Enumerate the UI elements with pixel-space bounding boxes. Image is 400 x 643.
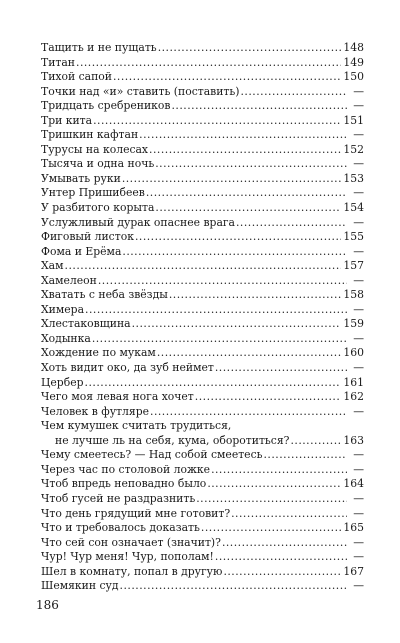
toc-entry xyxy=(41,346,364,361)
toc-entry xyxy=(41,317,364,332)
toc-entry-page: — xyxy=(353,186,364,200)
toc-entry xyxy=(41,492,364,507)
dot-leader xyxy=(169,288,342,303)
toc-entry xyxy=(41,419,364,434)
toc-entry-title: Хватать с неба звёзды xyxy=(41,288,168,302)
toc-entry xyxy=(41,448,364,463)
dot-leader xyxy=(146,186,347,201)
dot-leader xyxy=(122,245,347,260)
dot-leader xyxy=(222,536,347,551)
toc-entry-title: У разбитого корыта xyxy=(41,201,155,215)
toc-entry-page: 163 xyxy=(343,433,364,447)
dot-leader xyxy=(231,507,347,522)
toc-entry-page: 167 xyxy=(343,564,364,578)
toc-entry-title: Унтер Пришибеев xyxy=(41,186,145,200)
toc-entry xyxy=(41,201,364,216)
toc-entry-title: Тришкин кафтан xyxy=(41,128,139,142)
dot-leader xyxy=(236,216,347,231)
toc-entry xyxy=(41,186,364,201)
toc-entry-page: — xyxy=(353,491,364,505)
toc-entry xyxy=(41,245,364,260)
toc-entry-page: 154 xyxy=(343,201,364,215)
toc-entry xyxy=(41,41,364,56)
toc-entry-title: Тихой сапой xyxy=(41,70,112,84)
toc-entry-page: — xyxy=(353,462,364,476)
toc-entry-title: Что сей сон означает (значит)? xyxy=(41,535,221,549)
dot-leader xyxy=(215,550,347,565)
dot-leader xyxy=(149,143,341,158)
dot-leader xyxy=(122,172,342,187)
toc-entry-page: — xyxy=(353,244,364,258)
dot-leader xyxy=(158,41,342,56)
dot-leader xyxy=(139,128,347,143)
toc-entry-page: — xyxy=(353,535,364,549)
toc-entry xyxy=(41,216,364,231)
toc-entry-page: 150 xyxy=(343,70,364,84)
toc-entry-page: — xyxy=(353,128,364,142)
toc-entry-page: — xyxy=(353,331,364,345)
toc-entry xyxy=(41,274,364,289)
toc-entry xyxy=(41,565,364,580)
dot-leader xyxy=(201,521,341,536)
toc-entry-title: Чтоб впредь неповадно было xyxy=(41,477,207,491)
dot-leader xyxy=(241,85,348,100)
dot-leader xyxy=(211,463,347,478)
toc-entry-page: — xyxy=(353,448,364,462)
toc-entry xyxy=(41,56,364,71)
toc-entry-title: Химера xyxy=(41,302,85,316)
toc-entry xyxy=(41,521,364,536)
toc-entry xyxy=(41,477,364,492)
dot-leader xyxy=(155,157,347,172)
toc-entry xyxy=(41,361,364,376)
toc-entry-page: 149 xyxy=(343,55,364,69)
toc-entry-page: 165 xyxy=(343,521,364,535)
toc-entry-page: — xyxy=(353,404,364,418)
toc-entry-title: Три кита xyxy=(41,113,93,127)
toc-entry-title: Фиговый листок xyxy=(41,230,134,244)
toc-entry-page: 157 xyxy=(343,259,364,273)
dot-leader xyxy=(150,405,347,420)
toc-entry-title: Чего моя левая нога хочет xyxy=(41,390,194,404)
toc-entry-title: Тащить и не пущать xyxy=(41,41,157,54)
toc-entry-title: Чему смеетесь? — Над собой смеетесь xyxy=(41,448,263,462)
dot-leader xyxy=(85,376,342,391)
table-of-contents xyxy=(41,41,364,594)
dot-leader xyxy=(290,434,341,449)
dot-leader xyxy=(93,114,341,129)
dot-leader xyxy=(132,317,342,332)
toc-entry-title: Тысяча и одна ночь xyxy=(41,157,155,171)
toc-entry xyxy=(41,463,364,478)
toc-entry-page: 155 xyxy=(343,230,364,244)
dot-leader xyxy=(65,259,342,274)
dot-leader xyxy=(207,477,341,492)
toc-entry-title: Хлестаковщина xyxy=(41,317,131,331)
toc-entry-page: — xyxy=(353,157,364,171)
toc-entry-title: Хамелеон xyxy=(41,273,97,287)
toc-entry-page: 148 xyxy=(343,41,364,54)
toc-entry-title: Турусы на колесах xyxy=(41,142,149,156)
toc-entry-title: Чем кумушек считать трудиться, xyxy=(41,419,232,433)
toc-entry xyxy=(41,405,364,420)
toc-entry xyxy=(41,390,364,405)
toc-entry xyxy=(41,376,364,391)
dot-leader xyxy=(172,99,348,114)
toc-entry xyxy=(41,288,364,303)
toc-entry xyxy=(41,230,364,245)
dot-leader xyxy=(120,579,347,594)
toc-entry-title: Тридцать сребреников xyxy=(41,99,171,113)
toc-entry xyxy=(41,143,364,158)
toc-entry-page: — xyxy=(353,99,364,113)
toc-entry-page: 153 xyxy=(343,171,364,185)
toc-entry-title: Хождение по мукам xyxy=(41,346,156,360)
toc-entry-page: — xyxy=(353,506,364,520)
toc-entry-page: 162 xyxy=(343,390,364,404)
toc-entry xyxy=(41,434,364,449)
toc-entry-title: Что и требовалось доказать xyxy=(41,521,200,535)
toc-entry-page: — xyxy=(353,361,364,375)
toc-entry-page: 159 xyxy=(343,317,364,331)
dot-leader xyxy=(196,492,347,507)
dot-leader xyxy=(264,448,348,463)
toc-entry xyxy=(41,259,364,274)
dot-leader xyxy=(215,361,347,376)
toc-entry-page: — xyxy=(353,302,364,316)
toc-entry-page: — xyxy=(353,84,364,98)
toc-entry-page: 152 xyxy=(343,142,364,156)
toc-entry-page: — xyxy=(353,579,364,593)
toc-entry-title: Цербер xyxy=(41,375,84,389)
dot-leader xyxy=(113,70,341,85)
toc-entry xyxy=(41,332,364,347)
toc-entry-title: Услужливый дурак опаснее врага xyxy=(41,215,235,229)
toc-entry xyxy=(41,536,364,551)
toc-entry-title: Что день грядущий мне готовит? xyxy=(41,506,231,520)
toc-entry xyxy=(41,128,364,143)
dot-leader xyxy=(85,303,347,318)
toc-entry xyxy=(41,507,364,522)
toc-entry-page: 164 xyxy=(343,477,364,491)
dot-leader xyxy=(76,56,341,71)
toc-entry xyxy=(41,99,364,114)
toc-entry xyxy=(41,70,364,85)
dot-leader xyxy=(98,274,347,289)
toc-entry-page: 158 xyxy=(343,288,364,302)
toc-entry-page: 161 xyxy=(343,375,364,389)
toc-entry xyxy=(41,172,364,187)
toc-entry-title: Фома и Ерёма xyxy=(41,244,122,258)
dot-leader xyxy=(92,332,347,347)
toc-entry-title: Хоть видит око, да зуб неймет xyxy=(41,361,214,375)
toc-entry xyxy=(41,85,364,100)
toc-entry xyxy=(41,550,364,565)
toc-entry xyxy=(41,114,364,129)
dot-leader xyxy=(223,565,341,580)
dot-leader xyxy=(195,390,342,405)
toc-entry-title: Человек в футляре xyxy=(41,404,150,418)
toc-entry-title: Через час по столовой ложке xyxy=(41,462,211,476)
toc-entry-title: Чур! Чур меня! Чур, пополам! xyxy=(41,550,214,564)
toc-entry-page: 160 xyxy=(343,346,364,360)
toc-entry xyxy=(41,303,364,318)
toc-entry-title: Шемякин суд xyxy=(41,579,119,593)
toc-entry-title: Хам xyxy=(41,259,64,273)
toc-entry-title: Умывать руки xyxy=(41,171,121,185)
toc-entry-title: не лучше ль на себя, кума, оборотиться? xyxy=(55,433,290,447)
toc-entry-title: Ходынка xyxy=(41,331,91,345)
dot-leader xyxy=(135,230,341,245)
dot-leader xyxy=(155,201,341,216)
dot-leader xyxy=(157,346,342,361)
toc-entry xyxy=(41,579,364,594)
toc-entry-title: Титан xyxy=(41,55,76,69)
toc-entry-page: — xyxy=(353,215,364,229)
toc-entry-page: — xyxy=(353,273,364,287)
toc-entry xyxy=(41,157,364,172)
page-number: 186 xyxy=(36,598,59,612)
toc-entry-title: Чтоб гусей не раздразнить xyxy=(41,491,196,505)
toc-entry-page: — xyxy=(353,550,364,564)
toc-entry-title: Точки над «и» ставить (поставить) xyxy=(41,84,240,98)
toc-entry-title: Шел в комнату, попал в другую xyxy=(41,564,223,578)
toc-entry-page: 151 xyxy=(343,113,364,127)
